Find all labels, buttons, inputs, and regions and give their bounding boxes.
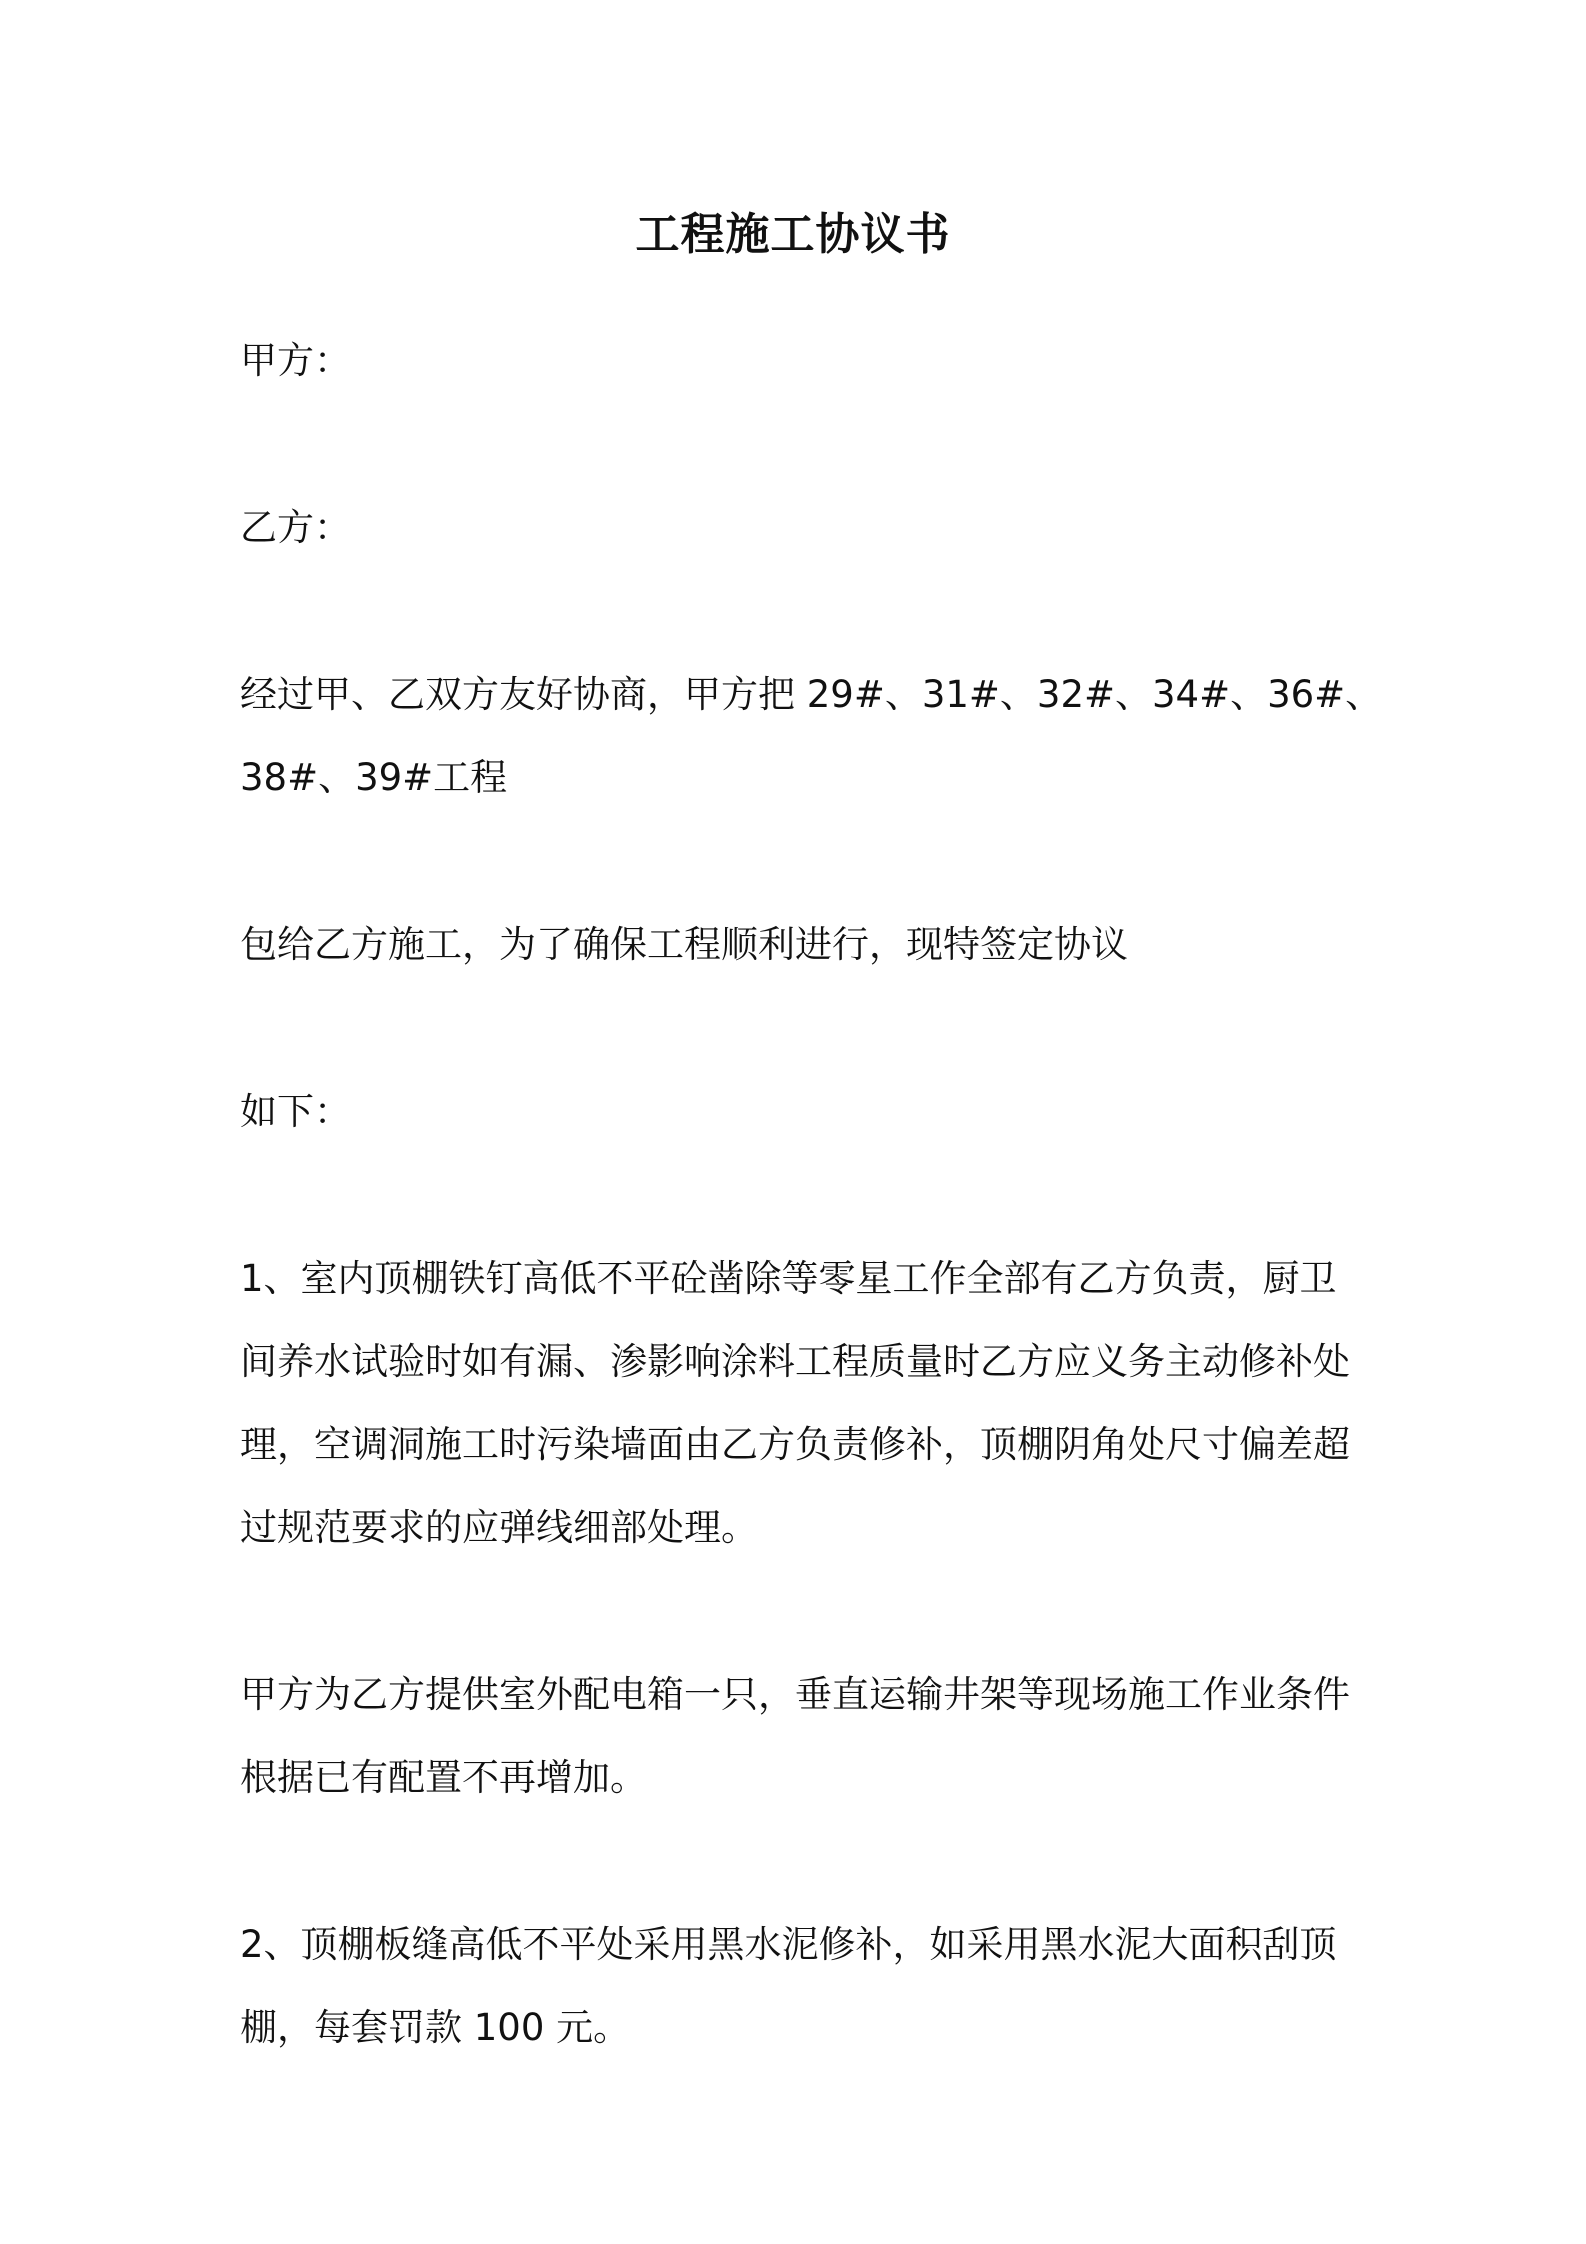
paragraph-line: 经过甲、乙双方友好协商，甲方把 29#、31#、32#、34#、36#、: [240, 673, 1383, 716]
paragraph-line: 甲方为乙方提供室外配电箱一只，垂直运输井架等现场施工作业条件: [240, 1673, 1350, 1716]
clause-1-line: 过规范要求的应弹线细部处理。: [240, 1506, 758, 1549]
document-title: 工程施工协议书: [635, 209, 951, 260]
party-b-line: 乙方：: [240, 506, 351, 549]
party-a-line: 甲方：: [240, 339, 351, 382]
paragraph-line: 38#、39#工程: [240, 756, 508, 799]
clause-2-line: 棚，每套罚款 100 元。: [240, 2006, 631, 2049]
paragraph-line: 如下：: [240, 1090, 351, 1133]
paragraph-line: 包给乙方施工，为了确保工程顺利进行，现特签定协议: [240, 923, 1128, 966]
clause-1-line: 间养水试验时如有漏、渗影响涂料工程质量时乙方应义务主动修补处: [240, 1340, 1350, 1383]
paragraph-line: 根据已有配置不再增加。: [240, 1756, 647, 1799]
clause-1-line: 理，空调洞施工时污染墙面由乙方负责修补，顶棚阴角处尺寸偏差超: [240, 1423, 1350, 1466]
clause-2-line: 2、顶棚板缝高低不平处采用黑水泥修补，如采用黑水泥大面积刮顶: [240, 1923, 1337, 1966]
clause-1-line: 1、室内顶棚铁钉高低不平砼凿除等零星工作全部有乙方负责，厨卫: [240, 1257, 1337, 1300]
